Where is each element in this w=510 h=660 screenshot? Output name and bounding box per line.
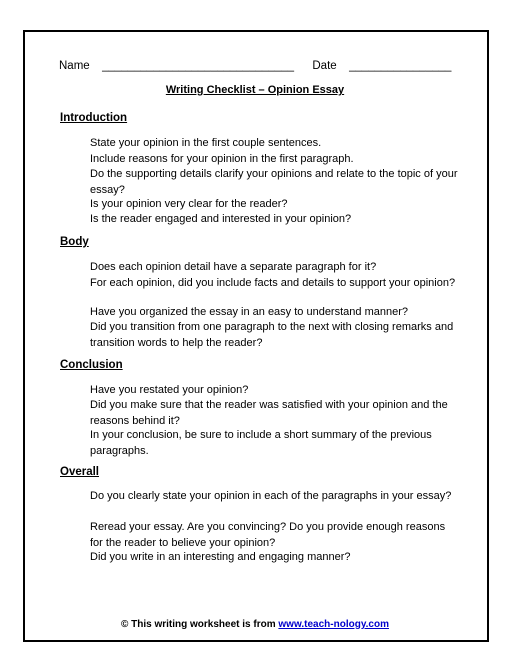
page-title: Writing Checklist – Opinion Essay bbox=[165, 84, 345, 96]
section-title-body: Body bbox=[60, 236, 89, 248]
list-item: Is the reader engaged and interested in your opinion? bbox=[90, 213, 352, 225]
list-item: Did you transition from one paragraph to the next with closing remarks and transition words to help the reader? bbox=[90, 321, 454, 349]
date-blank: ________________ bbox=[349, 60, 452, 72]
footer bbox=[0, 619, 510, 630]
section-title-conclusion: Conclusion bbox=[60, 359, 123, 371]
list-item: State your opinion in the first couple sentences. bbox=[90, 137, 322, 149]
list-item: Reread your essay. Are you convincing? Do you provide enough reasons for the reader to believe your opinion? bbox=[90, 521, 446, 549]
list-item: Is your opinion very clear for the reader? bbox=[90, 198, 288, 210]
list-item: Include reasons for your opinion in the first paragraph. bbox=[90, 153, 354, 165]
list-item: Does each opinion detail have a separate paragraph for it? bbox=[90, 261, 377, 273]
name-blank: ______________________________ bbox=[102, 60, 294, 72]
list-item: Have you restated your opinion? bbox=[90, 384, 249, 396]
name-date-line bbox=[59, 60, 451, 72]
footer-link[interactable]: www.teach-nology.com bbox=[278, 619, 389, 630]
date-label: Date bbox=[312, 60, 337, 72]
section-title-overall: Overall bbox=[60, 466, 99, 478]
name-label: Name bbox=[59, 60, 90, 72]
list-item: Have you organized the essay in an easy to understand manner? bbox=[90, 306, 408, 318]
list-item: For each opinion, did you include facts and details to support your opinion? bbox=[90, 277, 456, 289]
list-item: In your conclusion, be sure to include a short summary of the previous paragraphs. bbox=[90, 429, 432, 457]
list-item: Do the supporting details clarify your opinions and relate to the topic of your essay? bbox=[90, 168, 458, 196]
list-item: Did you write in an interesting and engaging manner? bbox=[90, 551, 351, 563]
section-title-introduction: Introduction bbox=[60, 112, 128, 124]
list-item: Did you make sure that the reader was satisfied with your opinion and the reasons behind it? bbox=[90, 399, 448, 427]
footer-text: © This writing worksheet is from bbox=[121, 619, 279, 630]
list-item: Do you clearly state your opinion in each of the paragraphs in your essay? bbox=[90, 490, 452, 502]
